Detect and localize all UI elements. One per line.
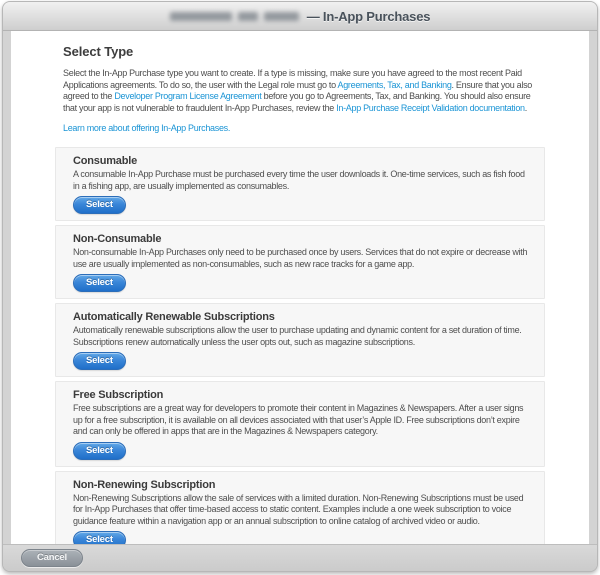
card-description: A consumable In-App Purchase must be purchased every time the user downloads it. One-time services, such as fish food in a fishing app, are usually implemented as consumables. [73,169,525,191]
card-title: Free Subscription [73,389,164,401]
in-app-purchases-dialog [2,1,598,572]
select-consumable-button[interactable]: Select [73,196,126,214]
dialog-title: — In-App Purchases [306,8,431,24]
link-receipt-validation-documentation[interactable]: In-App Purchase Receipt Validation documentation [336,102,525,113]
card-non-consumable [55,225,545,299]
dialog-content [11,31,589,544]
card-description: Non-consumable In-App Purchases only need to be purchased once by users. Services that do not expire or decrease with use are usually implemented as non-consumables, such as new race tracks for a game app. [73,247,528,269]
link-developer-program-license-agreement[interactable]: Developer Program License Agreement [114,91,262,101]
dialog-titlebar [3,2,597,31]
intro-text-1: Select the In-App Purchase type you want to create. If a type is missing, make sure you have agreed to the most recent Paid Applications agreements. To do so, the user with the Legal role must go to [63,68,522,90]
purchase-type-list [55,147,545,544]
card-description: Non-Renewing Subscriptions allow the sale of services with a limited duration. Non-Renewing Subscriptions must be used for In-App Purchases that offer time-based access to static content. Examples include a one week subscription to voice guidance feature within a navigation app or an annual subscription to online catalog of archived video or audio. [73,492,524,526]
intro-text-3: before you go to Agreements, Tax, and Banking. You should also ensure that your app is not vulnerable to fraudulent In-App Purchases, review the [63,91,531,113]
card-description: Automatically renewable subscriptions allow the user to purchase updating and dynamic content for a set duration of time. Subscriptions renew automatically unless the user opts out, such as magazine subscriptions. [73,325,522,347]
card-auto-renewable-subscription [55,303,545,377]
select-auto-renewable-button[interactable]: Select [73,352,126,370]
cancel-button[interactable]: Cancel [21,549,83,567]
card-description: Free subscriptions are a great way for developers to promote their content in Magazines & Newspapers. After a user signs up for a free subscription, it is available on all devices associated with that user’s Apple ID. Free subscriptions don’t expire and can only be offered in apps that are in the Magazines & Newspapers category. [73,403,524,436]
intro-text-2: . Ensure that you also agreed to the [63,79,532,101]
select-free-subscription-button[interactable]: Select [73,442,126,460]
select-non-renewing-button[interactable]: Select [73,531,126,544]
select-non-consumable-button[interactable]: Select [73,274,126,292]
intro-text-4: . [524,102,527,113]
link-agreements-tax-banking[interactable]: Agreements, Tax, and Banking [337,79,452,90]
dialog-footer [3,544,597,571]
card-consumable [55,147,545,221]
intro-paragraph [63,68,545,114]
card-free-subscription [55,381,545,467]
card-title: Non-Renewing Subscription [73,478,216,491]
page-title: Select Type [63,44,134,59]
link-learn-more-in-app-purchases[interactable]: Learn more about offering In-App Purchases. [63,123,231,133]
card-title: Non-Consumable [73,233,162,245]
card-non-renewing-subscription [55,471,545,545]
card-title: Automatically Renewable Subscriptions [73,311,275,323]
card-title: Consumable [73,155,138,167]
redacted-app-name [170,12,299,21]
